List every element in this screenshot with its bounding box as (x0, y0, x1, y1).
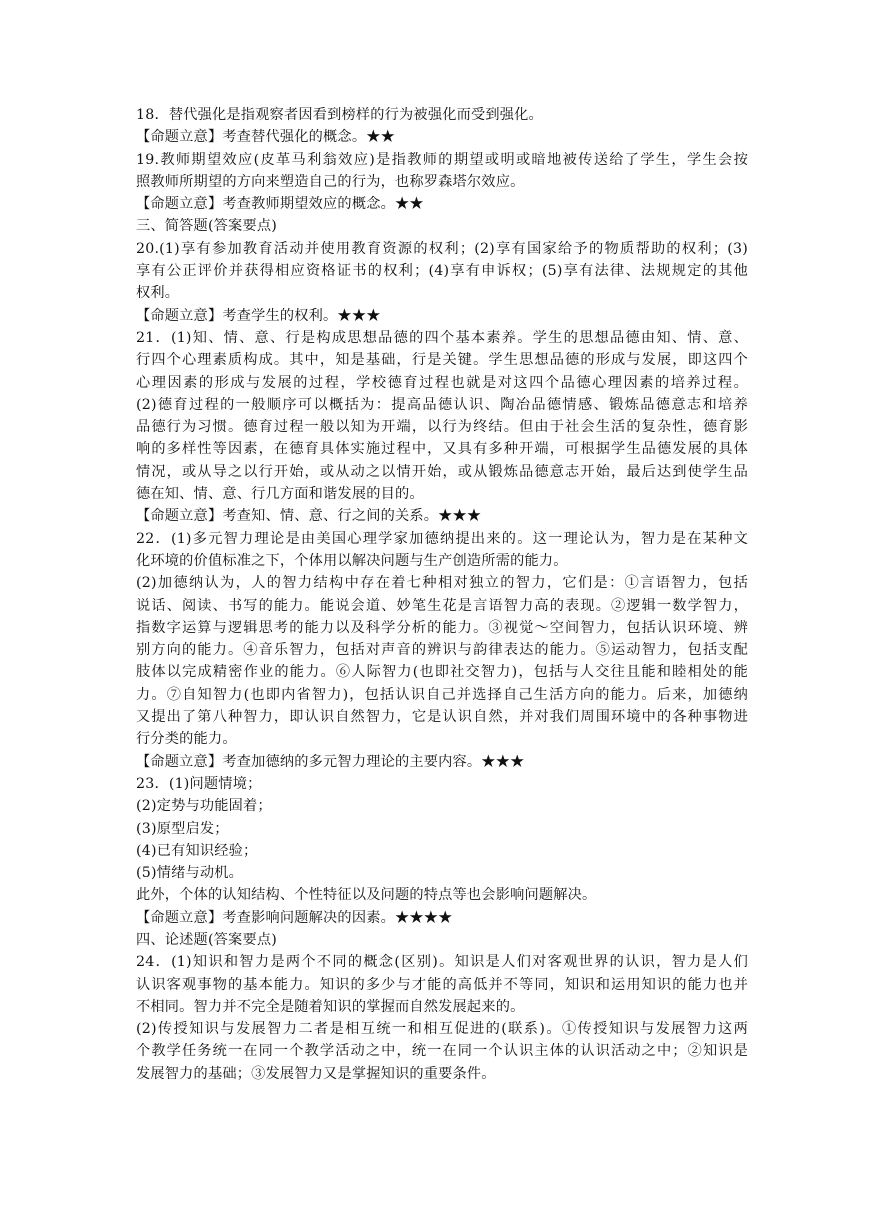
document-body (136, 104, 748, 1085)
q19-answer-line: 19.教师期望效应(皮革马利翁效应)是指教师的期望或明或暗地被传送给了学生，学生会按 (136, 151, 748, 168)
q24-answer-line: (2)传授知识与发展智力二者是相互统一和相互促进的(联系)。①传授知识与发展智力这两 (136, 1021, 748, 1038)
q21-answer-line: 响的多样性等因素，在德育具体实施过程中，又具有多种开端，可根据学生品德发展的具体 (136, 441, 748, 458)
q22-answer-line: 肢体以完成精密作业的能力。⑥人际智力(也即社交智力)，包括与人交往且能和睦相处的能 (136, 664, 748, 681)
q23-answer-line: (3)原型启发； (136, 820, 229, 837)
q19-answer-line: 照教师所期望的方向来塑造自己的行为，也称罗森塔尔效应。 (136, 173, 525, 190)
q21-answer-line: 21．(1)知、情、意、行是构成思想品德的四个基本素养。学生的思想品德由知、情、意、 (136, 329, 748, 346)
q19-intent-line: 【命题立意】考查教师期望效应的概念。★★ (136, 196, 424, 213)
q22-answer-line: 行分类的能力。 (136, 731, 237, 748)
q22-answer-line: 指数字运算与逻辑思考的能力以及科学分析的能力。③视觉～空间智力，包括认识环境、辨 (136, 619, 748, 636)
q22-answer-line: 22．(1)多元智力理论是由美国心理学家加德纳提出来的。这一理论认为，智力是在某种文 (136, 530, 748, 547)
q22-answer-line: 说话、阅读、书写的能力。能说会道、妙笔生花是言语智力高的表现。②逻辑一数学智力， (136, 597, 748, 614)
q22-answer-line: 又提出了第八种智力，即认识自然智力，它是认识自然，并对我们周围环境中的各种事物进 (136, 709, 748, 726)
q23-answer-line: 23．(1)问题情境； (136, 775, 262, 792)
q20-intent-line: 【命题立意】考查学生的权利。★★★ (136, 307, 381, 324)
q22-answer-line: 化环境的价值标准之下，个体用以解决问题与生产创造所需的能力。 (136, 552, 568, 569)
q21-answer-line: 德在知、情、意、行几方面和谐发展的目的。 (136, 486, 424, 503)
q23-intent-line: 【命题立意】考查影响问题解决的因素。★★★★ (136, 909, 453, 926)
q21-answer-line: 情况，或从导之以行开始，或从动之以情开始，或从锻炼品德意志开始，最后达到使学生品 (136, 463, 748, 480)
q21-answer-line: 心理因素的形成与发展的过程，学校德育过程也就是对这四个品德心理因素的培养过程。 (136, 374, 748, 391)
q22-answer-line: 别方向的能力。④音乐智力，包括对声音的辨识与韵律表达的能力。⑤运动智力，包括支配 (136, 642, 748, 659)
q20-answer-line: 20.(1)享有参加教育活动并使用教育资源的权利；(2)享有国家给予的物质帮助的权利；(3) (136, 240, 748, 257)
q18-intent-line: 【命题立意】考查替代强化的概念。★★ (136, 129, 395, 146)
q21-answer-line: (2)德育过程的一般顺序可以概括为：提高品德认识、陶冶品德情感、锻炼品德意志和培养 (136, 396, 748, 413)
q24-answer-line: 个教学任务统一在同一个教学活动之中，统一在同一个认识主体的认识活动之中；②知识是 (136, 1043, 748, 1060)
section-heading-short-answer: 三、简答题(答案要点) (136, 218, 277, 235)
q24-answer-line: 24．(1)知识和智力是两个不同的概念(区别)。知识是人们对客观世界的认识，智力是人们 (136, 954, 748, 971)
q24-answer-line: 认识客观事物的基本能力。知识的多少与才能的高低并不等同，知识和运用知识的能力也并 (136, 976, 748, 993)
q22-answer-line: (2)加德纳认为，人的智力结构中存在着七种相对独立的智力，它们是：①言语智力，包括 (136, 575, 748, 592)
q23-answer-line: (4)已有知识经验； (136, 842, 258, 859)
q23-answer-line: (2)定势与功能固着； (136, 798, 272, 815)
q20-answer-line: 享有公正评价并获得相应资格证书的权利；(4)享有申诉权；(5)享有法律、法规规定的其他 (136, 263, 748, 280)
q21-answer-line: 行四个心理素质构成。其中，知是基础，行是关键。学生思想品德的形成与发展，即这四个 (136, 352, 748, 369)
q23-answer-line: 此外，个体的认知结构、个性特征以及问题的特点等也会影响问题解决。 (136, 887, 597, 904)
q24-answer-line: 不相同。智力并不完全是随着知识的掌握而自然发展起来的。 (136, 998, 525, 1015)
section-heading-essay: 四、论述题(答案要点) (136, 931, 277, 948)
q21-answer-line: 品德行为习惯。德育过程一般以知为开端，以行为终结。但由于社会生活的复杂性，德育影 (136, 419, 748, 436)
q22-answer-line: 力。⑦自知智力(也即内省智力)，包括认识自己并选择自己生活方向的能力。后来，加德纳 (136, 686, 748, 703)
q23-answer-line: (5)情绪与动机。 (136, 865, 244, 882)
q24-answer-line: 发展智力的基础；③发展智力又是掌握知识的重要条件。 (136, 1065, 496, 1082)
q18-answer-line: 18．替代强化是指观察者因看到榜样的行为被强化而受到强化。 (136, 107, 543, 123)
q22-intent-line: 【命题立意】考查加德纳的多元智力理论的主要内容。★★★ (136, 753, 525, 770)
q21-intent-line: 【命题立意】考查知、情、意、行之间的关系。★★★ (136, 508, 482, 525)
q20-answer-line: 权利。 (136, 285, 180, 302)
